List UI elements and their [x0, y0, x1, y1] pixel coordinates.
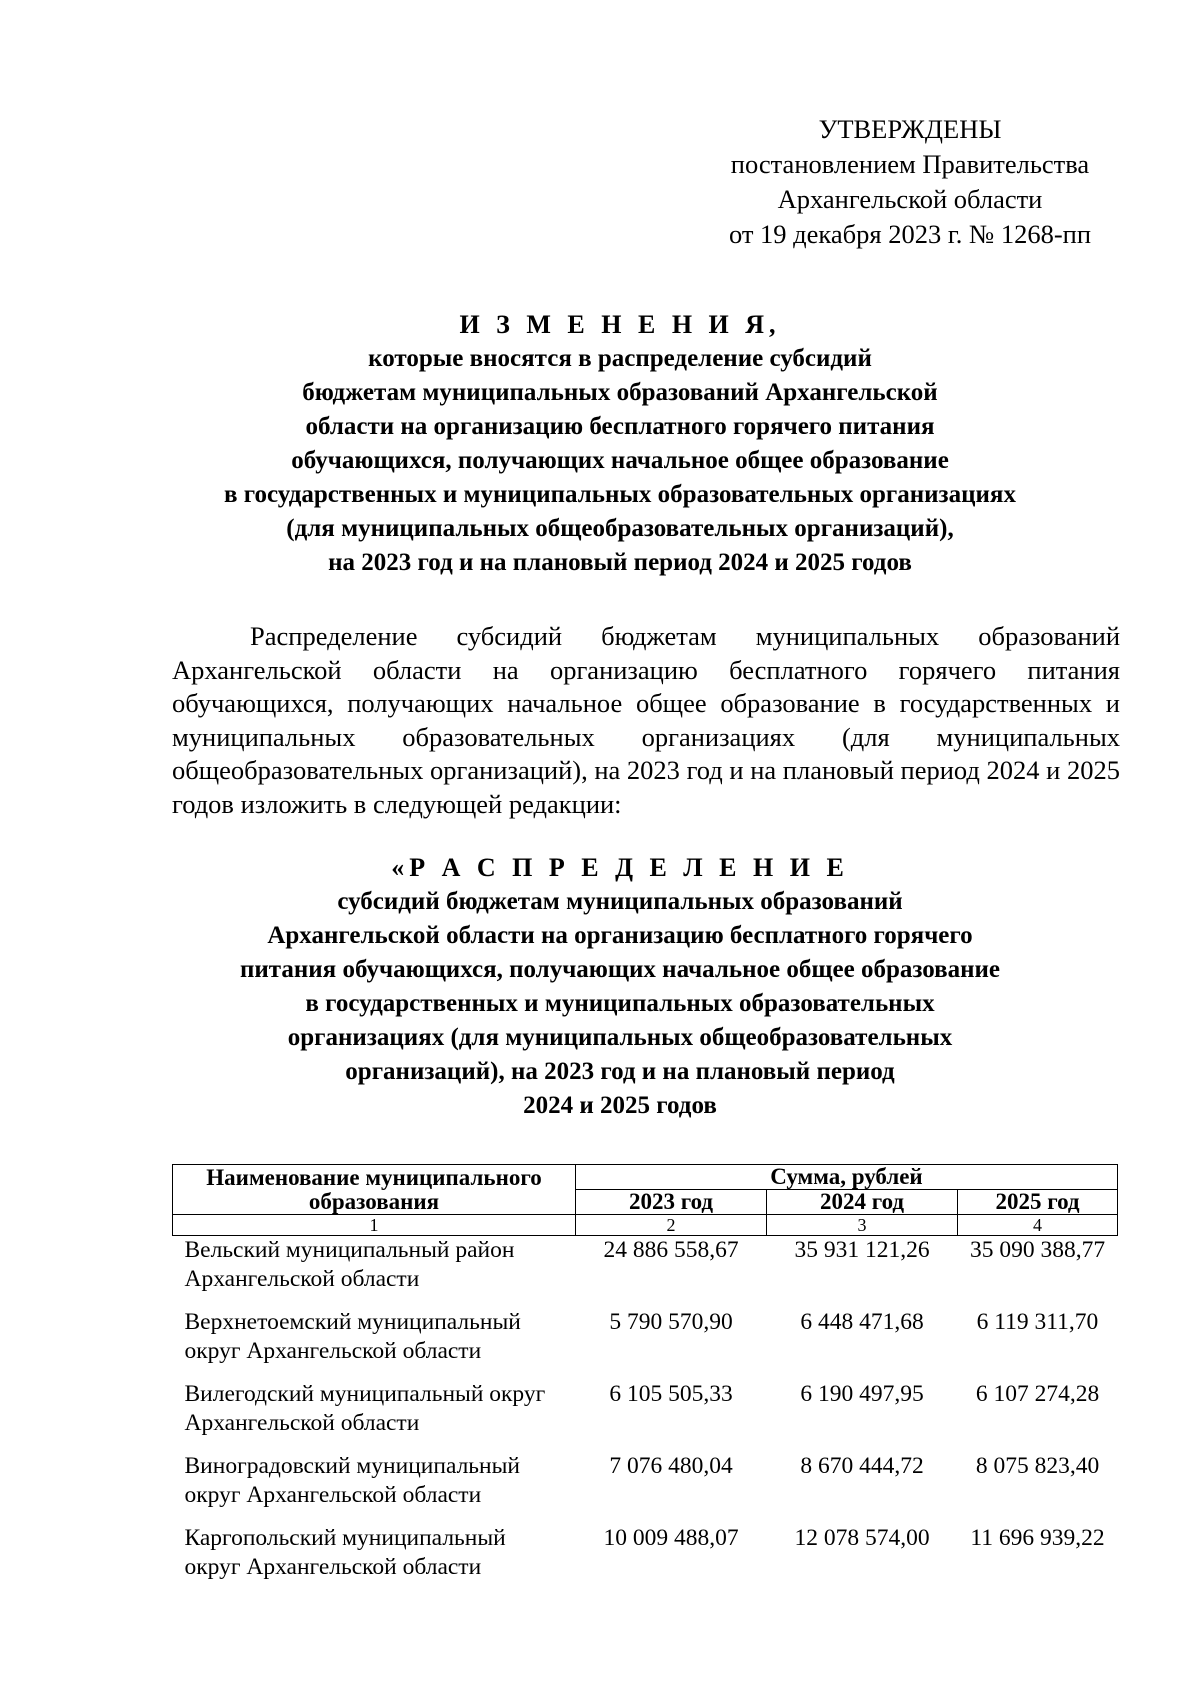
column-number: 1 — [173, 1215, 576, 1236]
table-row — [173, 1380, 1118, 1452]
changes-title-line: области на организацию бесплатного горячего питания — [305, 413, 935, 440]
distribution-title-line: субсидий бюджетам муниципальных образований — [337, 888, 903, 915]
value-2024: 6 448 471,68 — [800, 1309, 924, 1335]
value-2024: 12 078 574,00 — [794, 1525, 930, 1551]
table-row — [173, 1524, 1118, 1596]
row-name-line: Каргопольский муниципальный — [184, 1525, 506, 1551]
row-name-line: Вельский муниципальный район — [184, 1237, 515, 1263]
subsidy-table — [172, 1164, 1118, 1596]
distribution-title-line: организациях (для муниципальных общеобразовательных — [287, 1024, 953, 1051]
column-number: 3 — [767, 1215, 958, 1236]
distribution-heading: «Р А С П Р Е Д Е Л Е Н И Е — [391, 853, 849, 882]
value-2023: 24 886 558,67 — [603, 1237, 739, 1263]
approval-line: Архангельской области — [777, 184, 1043, 214]
row-name — [173, 1524, 576, 1596]
changes-title-line: обучающихся, получающих начальное общее образование — [291, 447, 949, 474]
value-2023: 7 076 480,04 — [609, 1453, 733, 1479]
distribution-title — [150, 851, 1090, 1123]
header-sum: Сумма, рублей — [576, 1165, 1118, 1190]
distribution-title-line: 2024 и 2025 годов — [523, 1092, 717, 1119]
row-name-line: Архангельской области — [184, 1266, 420, 1292]
row-name — [173, 1452, 576, 1524]
table-row — [173, 1236, 1118, 1309]
value-2025: 35 090 388,77 — [969, 1237, 1106, 1263]
header-year-2023: 2023 год — [576, 1190, 767, 1215]
distribution-title-line: в государственных и муниципальных образовательных — [305, 990, 935, 1017]
body-paragraph-text: Распределение субсидий бюджетам муниципальных образований Архангельской области на организацию бесплатного горячего питания обучающихся, получающих начальное общее образование в государственных и муниципальных образовательных организациях (для муниципальных общеобразовательных организаций), на 2023 год и на плановый период 2024 и 2025 годов изложить в следующей редакции: — [172, 621, 1120, 819]
distribution-title-line: питания обучающихся, получающих начальное общее образование — [239, 956, 1001, 983]
column-number: 4 — [958, 1215, 1118, 1236]
row-name-line: округ Архангельской области — [184, 1482, 482, 1508]
approval-line: от 19 декабря 2023 г. № 1268-пп — [728, 219, 1092, 249]
changes-title-line: (для муниципальных общеобразовательных организаций), — [286, 515, 954, 542]
value-2023: 10 009 488,07 — [603, 1525, 739, 1551]
table-row — [173, 1452, 1118, 1524]
distribution-title-line: Архангельской области на организацию бесплатного горячего — [267, 922, 973, 949]
value-2025: 6 119 311,70 — [976, 1309, 1099, 1335]
column-number: 2 — [576, 1215, 767, 1236]
table-header-row — [173, 1165, 1118, 1190]
approval-block — [700, 112, 1120, 252]
row-name-line: Вилегодский муниципальный округ — [184, 1381, 546, 1407]
header-year-2025: 2025 год — [958, 1190, 1118, 1215]
row-name-line: округ Архангельской области — [184, 1338, 482, 1364]
header-name: Наименование муниципального образования — [173, 1165, 576, 1215]
value-2025: 6 107 274,28 — [975, 1381, 1100, 1407]
changes-title — [150, 308, 1090, 580]
approval-line: постановлением Правительства — [730, 149, 1090, 179]
changes-title-line: бюджетам муниципальных образований Архангельской — [302, 379, 938, 406]
value-2023: 6 105 505,33 — [609, 1381, 733, 1407]
approval-line: УТВЕРЖДЕНЫ — [818, 114, 1002, 144]
row-name-line: Архангельской области — [184, 1410, 420, 1436]
distribution-title-line: организаций), на 2023 год и на плановый период — [345, 1058, 895, 1085]
changes-title-line: которые вносятся в распределение субсидий — [368, 345, 872, 372]
changes-title-line: в государственных и муниципальных образовательных организациях — [224, 481, 1016, 508]
value-2023: 5 790 570,90 — [609, 1309, 733, 1335]
row-name-line: Верхнетоемский муниципальный — [184, 1309, 521, 1335]
row-name-line: Виноградовский муниципальный — [184, 1453, 520, 1479]
changes-heading: И З М Е Н Е Н И Я, — [459, 310, 781, 339]
row-name — [173, 1236, 576, 1309]
row-name — [173, 1308, 576, 1380]
value-2024: 35 931 121,26 — [794, 1237, 930, 1263]
value-2024: 6 190 497,95 — [800, 1381, 924, 1407]
value-2024: 8 670 444,72 — [800, 1453, 924, 1479]
table-row — [173, 1308, 1118, 1380]
header-year-2024: 2024 год — [767, 1190, 958, 1215]
row-name-line: округ Архангельской области — [184, 1554, 482, 1580]
changes-title-line: на 2023 год и на плановый период 2024 и 2025 годов — [328, 549, 912, 576]
value-2025: 8 075 823,40 — [975, 1453, 1100, 1479]
value-2025: 11 696 939,22 — [970, 1525, 1105, 1551]
body-paragraph — [172, 620, 1120, 821]
row-name — [173, 1380, 576, 1452]
column-numbers-row — [173, 1215, 1118, 1236]
